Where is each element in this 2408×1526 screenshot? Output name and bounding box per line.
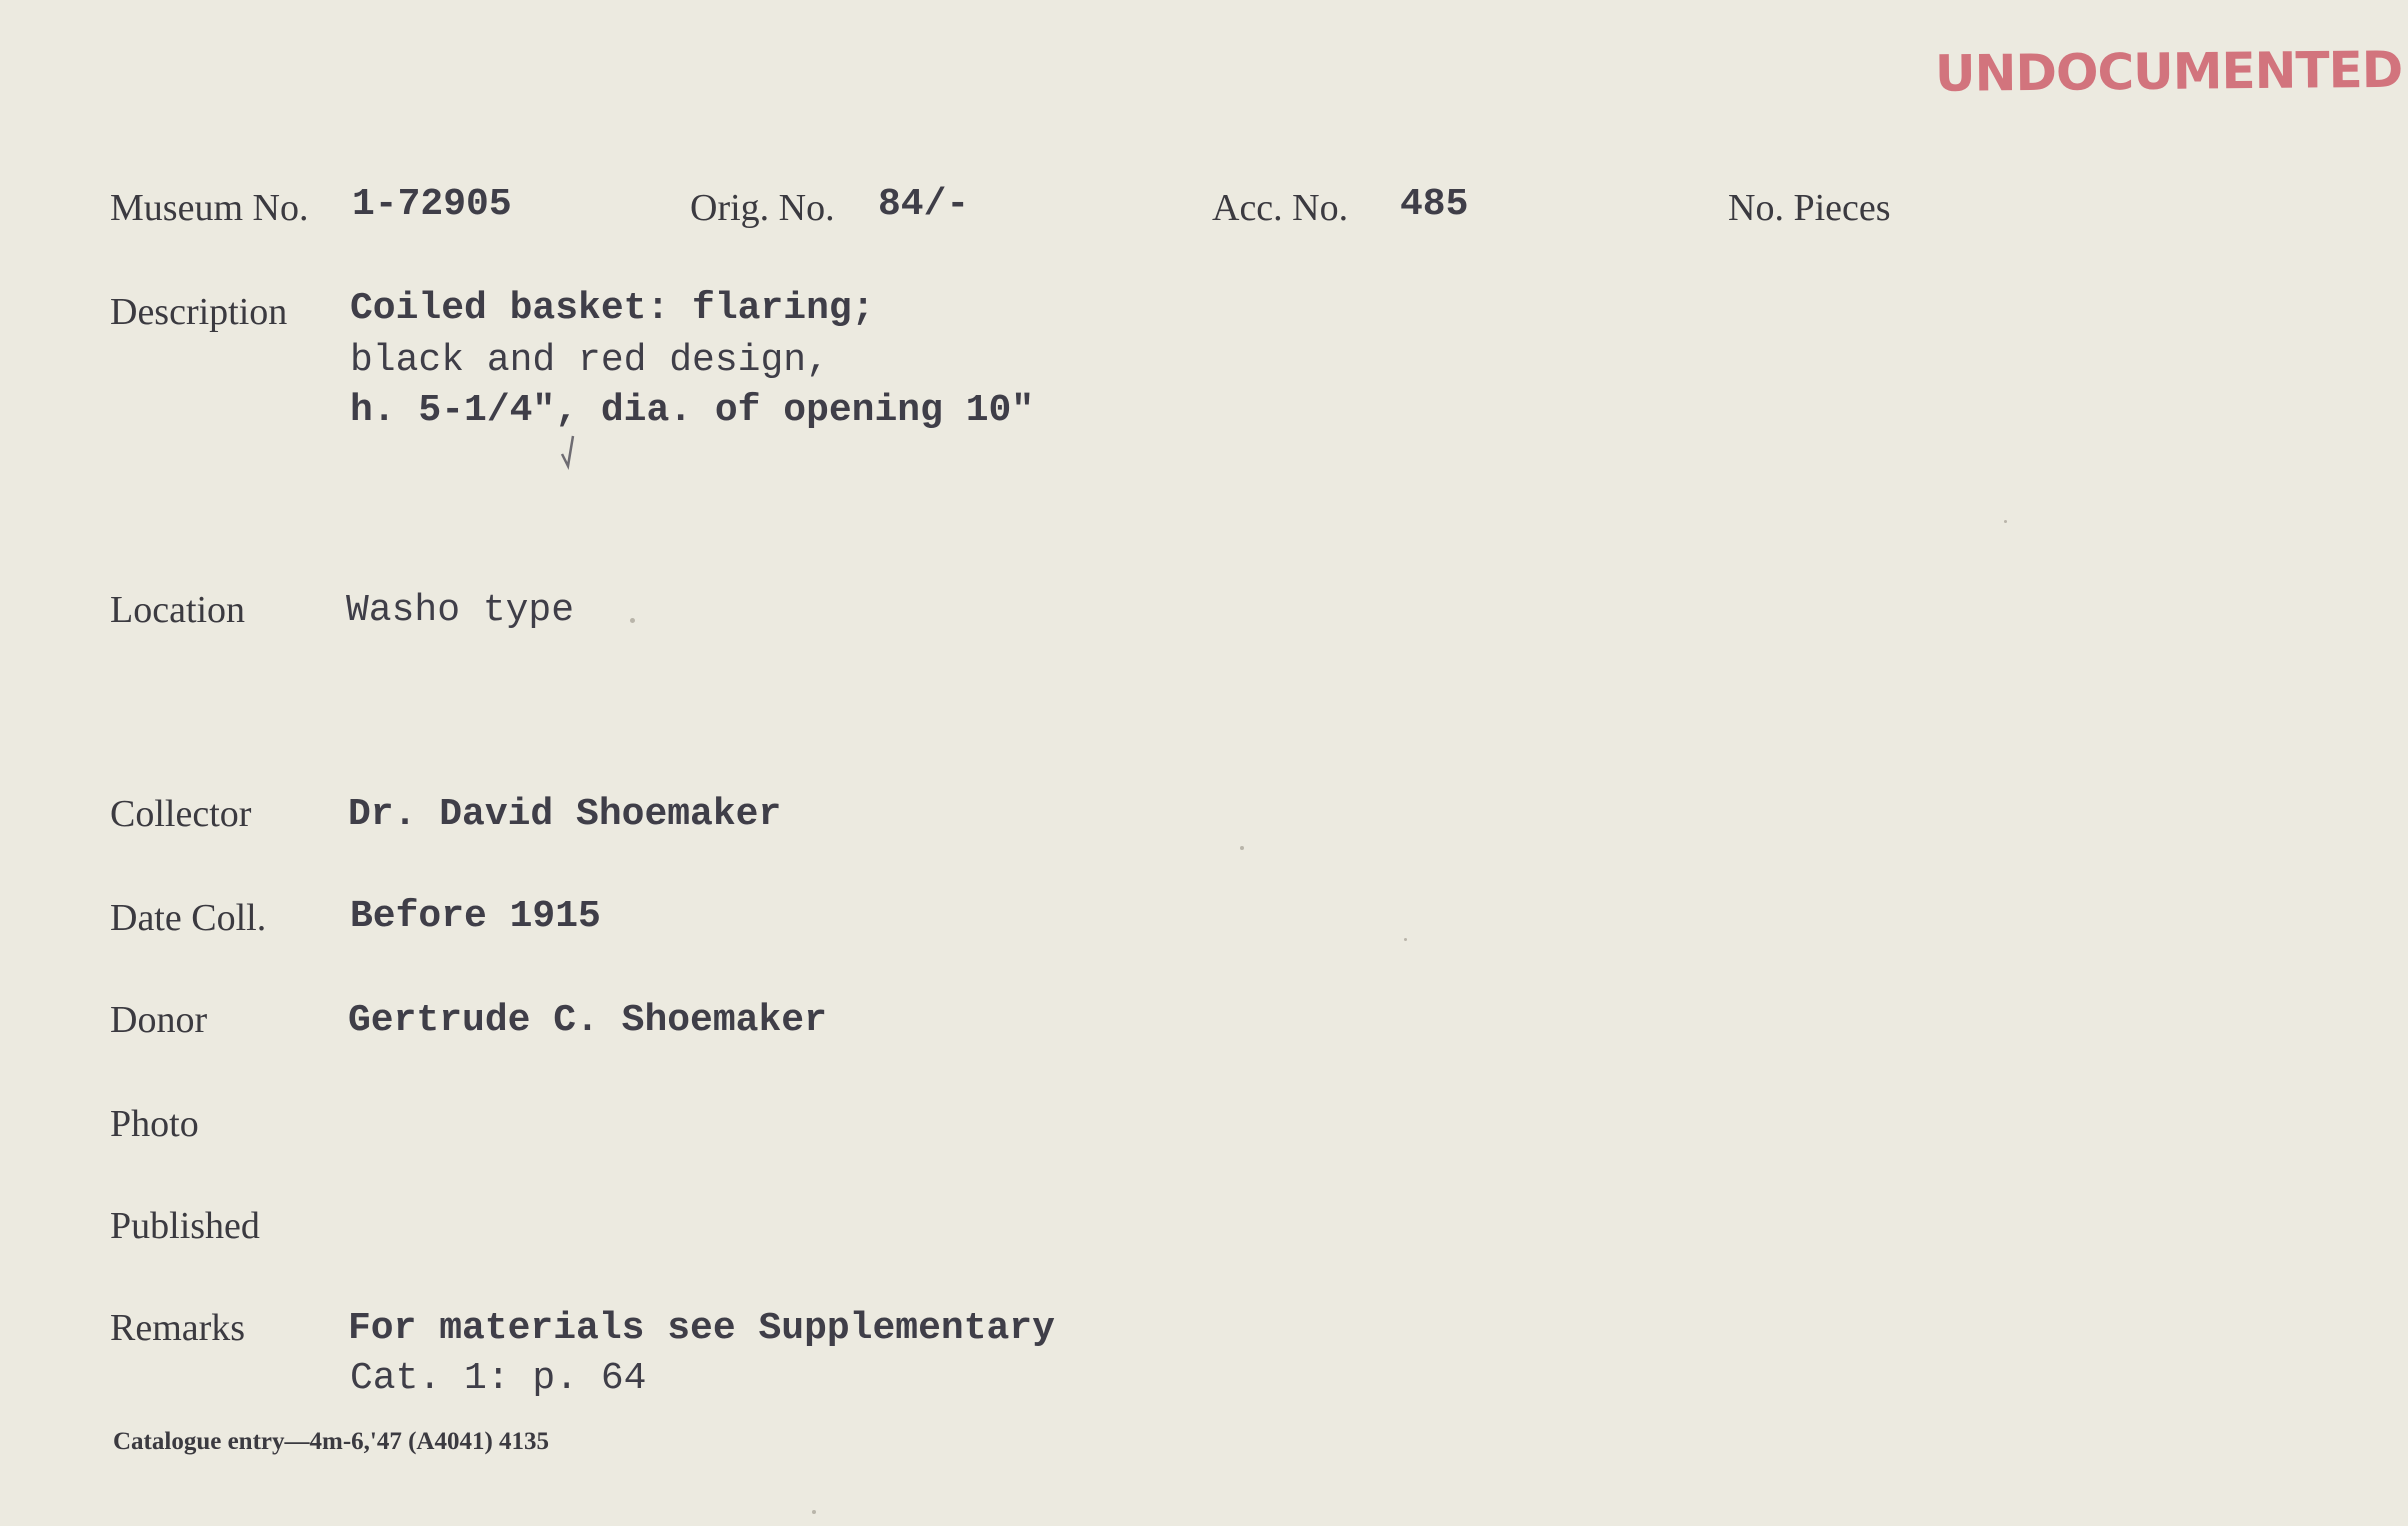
description-line: Coiled basket: flaring; [350, 287, 875, 330]
paper-speck [630, 618, 635, 623]
orig-no-label: Orig. No. [690, 187, 835, 229]
description-line: h. 5-1/4", dia. of opening 10" [350, 389, 1035, 432]
location-label: Location [110, 589, 246, 631]
photo-label: Photo [110, 1103, 199, 1145]
paper-speck [1404, 938, 1407, 941]
date-coll-label: Date Coll. [110, 897, 267, 939]
donor-label: Donor [110, 999, 208, 1041]
no-pieces-label: No. Pieces [1728, 187, 1891, 229]
remarks-line: Cat. 1: p. 64 [350, 1357, 647, 1400]
remarks-line: For materials see Supplementary [348, 1307, 1055, 1350]
undocumented-stamp: UNDOCUMENTED [1934, 40, 2403, 103]
collector-value: Dr. David Shoemaker [348, 793, 782, 836]
location-value: Washo type [346, 589, 575, 632]
description-line: black and red design, [350, 339, 829, 382]
paper-speck [812, 1510, 816, 1514]
collector-label: Collector [110, 793, 252, 835]
donor-value: Gertrude C. Shoemaker [348, 999, 827, 1042]
museum-no-label: Museum No. [110, 187, 309, 229]
museum-no-value: 1-72905 [352, 183, 512, 226]
acc-no-label: Acc. No. [1212, 187, 1349, 229]
paper-speck [2004, 520, 2007, 523]
acc-no-value: 485 [1400, 183, 1469, 226]
published-label: Published [110, 1205, 260, 1247]
description-label: Description [110, 291, 288, 333]
date-coll-value: Before 1915 [350, 895, 601, 938]
check-mark-icon [560, 432, 576, 472]
paper-speck [1240, 846, 1244, 850]
orig-no-value: 84/- [878, 183, 970, 226]
remarks-label: Remarks [110, 1307, 246, 1349]
catalogue-entry-footer: Catalogue entry—4m-6,'47 (A4041) 4135 [113, 1428, 550, 1455]
